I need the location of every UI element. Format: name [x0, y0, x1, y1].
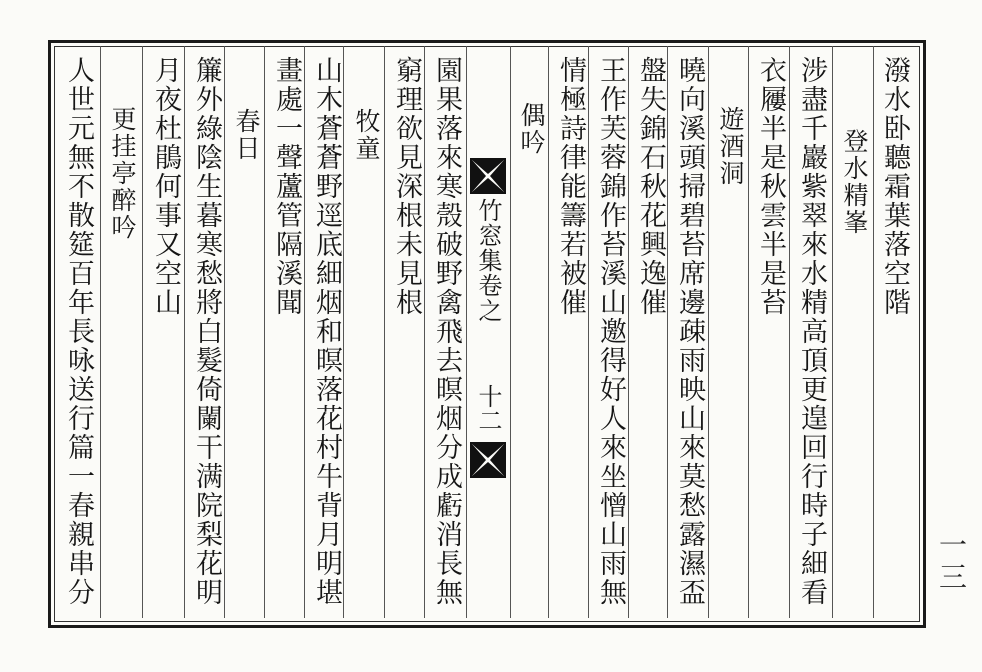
text-column: 衣屨半是秋雲半是苔: [755, 56, 786, 317]
center-page-number: 十二: [474, 384, 502, 432]
text-column: 盤失錦石秋花興逸催: [635, 56, 666, 317]
column-rule: [510, 46, 511, 618]
fish-tail-ornament-top: [470, 158, 506, 194]
poem-title: 春日: [232, 108, 261, 162]
poem-title: 登水精峯: [840, 128, 869, 236]
column-rule: [832, 46, 833, 618]
column-rule: [264, 46, 265, 618]
poem-title: 牧童: [352, 108, 381, 162]
fish-tail-ornament-bottom: [470, 442, 506, 478]
poem-title: 遊酒洞: [716, 106, 745, 187]
column-rule: [748, 46, 749, 618]
column-rule: [100, 46, 101, 618]
column-rule: [789, 46, 790, 618]
text-column: 涉盡千巖紫翠來水精高頂更遑回行時子細看: [796, 56, 827, 607]
text-column: 簾外綠陰生暮寒愁將白髮倚闌干满院梨花明: [191, 56, 222, 607]
text-column: 曉向溪頭掃碧苔席邊疎雨映山來莫愁露濕盃: [674, 56, 705, 607]
column-rule: [708, 46, 709, 618]
column-rule: [142, 46, 143, 618]
center-title: 竹窓集卷之: [474, 198, 502, 323]
text-column: 王作芙蓉錦作苔溪山邀得好人來坐憎山雨無: [595, 56, 626, 607]
poem-title: 更挂亭醉吟: [108, 106, 137, 241]
column-rule: [873, 46, 874, 618]
column-rule: [588, 46, 589, 618]
text-column: 園果落來寒殼破野禽飛去暝烟分成虧消長無: [431, 56, 462, 607]
text-column: 情極詩律能籌若被催: [555, 56, 586, 317]
column-rule: [224, 46, 225, 618]
column-rule: [466, 46, 467, 618]
text-column: 月夜杜鵑何事又空山: [150, 56, 181, 317]
text-column: 畫處一聲蘆管隔溪聞: [271, 56, 302, 317]
column-rule: [424, 46, 425, 618]
text-column: 潑水卧聽霜葉落空階: [879, 56, 910, 317]
column-rule: [184, 46, 185, 618]
poem-title: 偶吟: [517, 102, 546, 156]
text-column: 人世元無不散筵百年長咏送行篇一春親串分: [63, 56, 94, 607]
margin-page-number: 一三: [935, 530, 968, 594]
center-heading-block: [470, 158, 506, 488]
text-column: 山木蒼蒼野逕底細烟和暝落花村牛背月明堪: [311, 56, 342, 607]
text-column: 窮理欲見深根未見根: [391, 56, 422, 317]
column-rule: [304, 46, 305, 618]
column-rule: [384, 46, 385, 618]
column-rule: [628, 46, 629, 618]
